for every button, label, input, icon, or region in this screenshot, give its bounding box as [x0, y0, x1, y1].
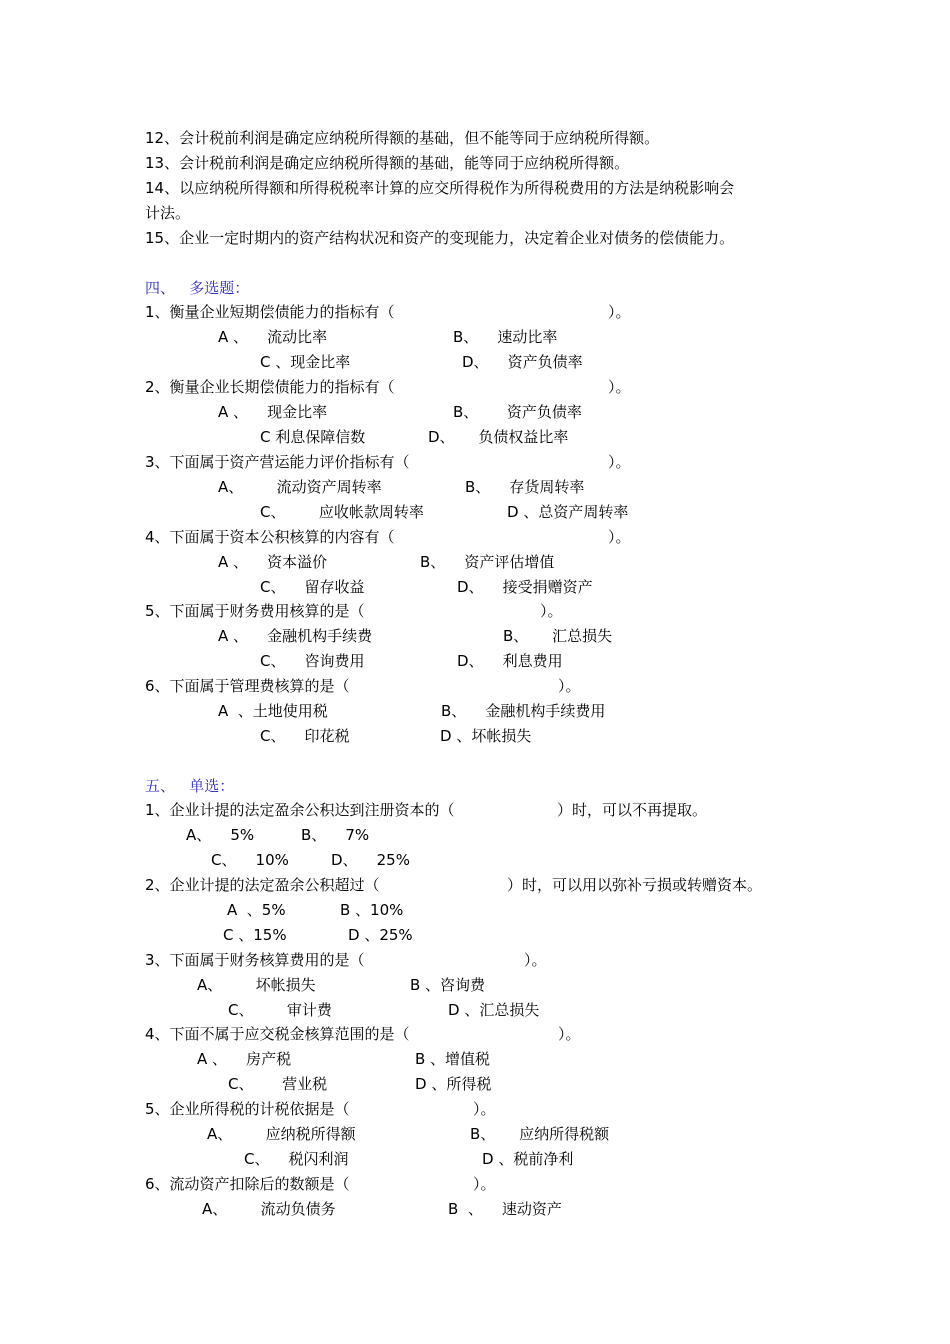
single-q3-option-d: D 、汇总损失	[448, 1001, 540, 1019]
single-q2-option-b: B 、10%	[340, 901, 404, 919]
multi-q6-option-a: A 、土地使用税	[218, 702, 328, 720]
multi-q2-end: ）。	[608, 378, 631, 396]
multi-q5-option-a: A 、 金融机构手续费	[218, 627, 373, 645]
section-heading-single: 五、 单选：	[145, 777, 235, 795]
single-q3-end: ）。	[524, 951, 547, 969]
multi-q5-end: ）。	[540, 602, 563, 620]
multi-q6-option-d: D 、坏帐损失	[440, 727, 532, 745]
single-q6-end: ）。	[473, 1175, 496, 1193]
single-q5-end: ）。	[473, 1100, 496, 1118]
multi-q4-stem: 4、下面属于资本公积核算的内容有（	[145, 528, 395, 546]
multi-q3-stem: 3、下面属于资产营运能力评价指标有（	[145, 453, 410, 471]
multi-q4-option-a: A 、 资本溢价	[218, 553, 328, 571]
single-q1-option-c: C、 10%	[211, 851, 289, 869]
single-q2-end: ）时，可以用以弥补亏损或转赠资本。	[507, 876, 763, 894]
single-q5-option-d: D 、税前净利	[482, 1150, 574, 1168]
multi-q1-option-d: D、 资产负债率	[462, 353, 583, 371]
single-q4-option-d: D 、所得税	[415, 1075, 492, 1093]
single-q1-end: ）时，可以不再提取。	[557, 801, 708, 819]
multi-q6-option-c: C、 印花税	[260, 727, 350, 745]
single-q4-end: ）。	[558, 1025, 581, 1043]
single-q1-option-b: B、 7%	[301, 826, 370, 844]
single-q2-option-c: C 、15%	[223, 926, 287, 944]
multi-q1-option-c: C 、现金比率	[260, 353, 351, 371]
single-q3-stem: 3、下面属于财务核算费用的是（	[145, 951, 365, 969]
single-q6-stem: 6、流动资产扣除后的数额是（	[145, 1175, 350, 1193]
single-q6-option-b: B 、 速动资产	[448, 1200, 562, 1218]
single-q2-stem: 2、企业计提的法定盈余公积超过（	[145, 876, 380, 894]
multi-q5-stem: 5、下面属于财务费用核算的是（	[145, 602, 365, 620]
multi-q1-option-b: B、 速动比率	[453, 328, 558, 346]
multi-q4-option-d: D、 接受捐赠资产	[457, 578, 593, 596]
multi-q5-option-c: C、 咨询费用	[260, 652, 365, 670]
multi-q6-option-b: B、 金融机构手续费用	[441, 702, 606, 720]
single-q2-option-a: A 、5%	[227, 901, 286, 919]
single-q5-option-a: A、 应纳税所得额	[207, 1125, 356, 1143]
single-q2-option-d: D 、25%	[348, 926, 413, 944]
multi-q1-stem: 1、衡量企业短期偿债能力的指标有（	[145, 303, 395, 321]
multi-q2-stem: 2、衡量企业长期偿债能力的指标有（	[145, 378, 395, 396]
tf-item-14-cont: 计法。	[145, 204, 191, 222]
section-heading-multi: 四、 多选题：	[145, 279, 250, 297]
multi-q2-option-b: B、 资产负债率	[453, 403, 582, 421]
single-q4-stem: 4、下面不属于应交税金核算范围的是（	[145, 1025, 410, 1043]
multi-q1-option-a: A 、 流动比率	[218, 328, 328, 346]
multi-q3-end: ）。	[608, 453, 631, 471]
multi-q4-option-b: B、 资产评估增值	[420, 553, 555, 571]
multi-q2-option-a: A 、 现金比率	[218, 403, 328, 421]
multi-q3-option-b: B、 存货周转率	[465, 478, 585, 496]
single-q5-stem: 5、企业所得税的计税依据是（	[145, 1100, 350, 1118]
single-q3-option-a: A、 坏帐损失	[197, 976, 316, 994]
single-q4-option-b: B 、增值税	[415, 1050, 491, 1068]
multi-q3-option-a: A、 流动资产周转率	[218, 478, 382, 496]
single-q5-option-c: C、 税闪利润	[244, 1150, 349, 1168]
multi-q4-option-c: C、 留存收益	[260, 578, 365, 596]
multi-q5-option-b: B、 汇总损失	[503, 627, 613, 645]
tf-item-15: 15、企业一定时期内的资产结构状况和资产的变现能力，决定着企业对债务的偿债能力。	[145, 229, 735, 247]
multi-q6-stem: 6、下面属于管理费核算的是（	[145, 677, 350, 695]
multi-q1-end: ）。	[608, 303, 631, 321]
multi-q3-option-c: C、 应收帐款周转率	[260, 503, 424, 521]
single-q1-stem: 1、企业计提的法定盈余公积达到注册资本的（	[145, 801, 455, 819]
tf-item-14: 14、以应纳税所得额和所得税税率计算的应交所得税作为所得税费用的方法是纳税影响会	[145, 179, 735, 197]
single-q4-option-c: C、 营业税	[228, 1075, 328, 1093]
multi-q6-end: ）。	[558, 677, 581, 695]
multi-q4-end: ）。	[608, 528, 631, 546]
multi-q3-option-d: D 、总资产周转率	[507, 503, 629, 521]
single-q5-option-b: B、 应纳所得税额	[470, 1125, 610, 1143]
single-q6-option-a: A、 流动负债务	[202, 1200, 336, 1218]
tf-item-12: 12、会计税前利润是确定应纳税所得额的基础，但不能等同于应纳税所得额。	[145, 129, 660, 147]
multi-q2-option-d: D、 负债权益比率	[428, 428, 569, 446]
multi-q2-option-c: C 利息保障信数	[260, 428, 366, 446]
single-q1-option-d: D、 25%	[331, 851, 410, 869]
single-q3-option-c: C、 审计费	[228, 1001, 332, 1019]
tf-item-13: 13、会计税前利润是确定应纳税所得额的基础，能等同于应纳税所得额。	[145, 154, 630, 172]
single-q3-option-b: B 、咨询费	[410, 976, 486, 994]
single-q1-option-a: A、 5%	[186, 826, 255, 844]
multi-q5-option-d: D、 利息费用	[457, 652, 563, 670]
single-q4-option-a: A 、 房产税	[197, 1050, 292, 1068]
